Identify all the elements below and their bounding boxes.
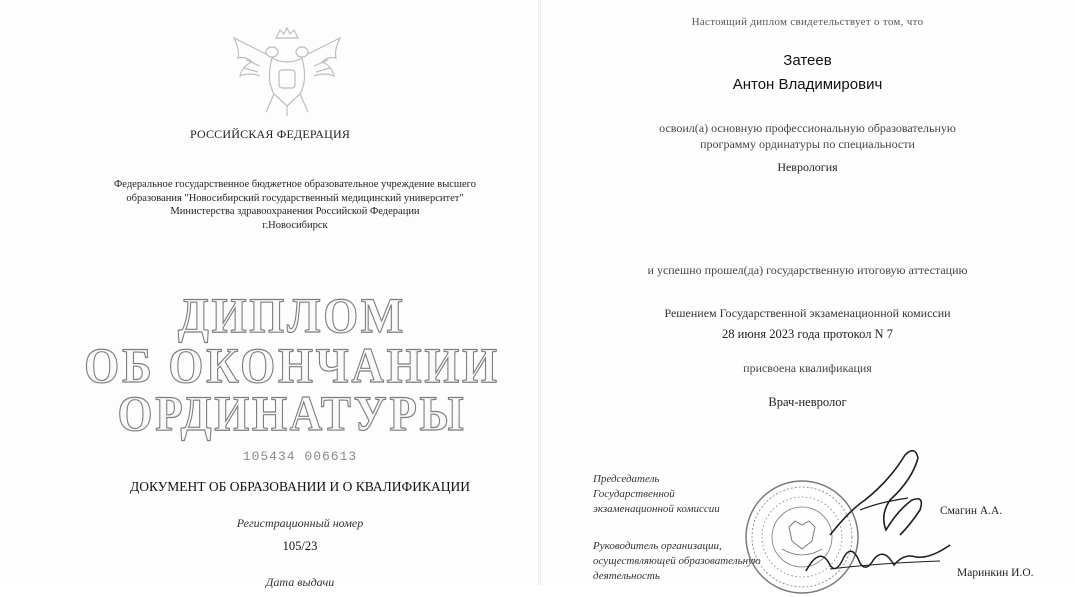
chair-title: Председатель Государственной экзаменационной комиссии: [593, 473, 720, 515]
registration-number: 105/23: [282, 539, 318, 553]
institution-line: Федеральное государственное бюджетное образовательное учреждение высшего: [114, 179, 476, 190]
head-signature-icon: [800, 535, 960, 580]
program-text-line: программу ординатуры по специальности: [700, 137, 915, 151]
head-name: Маринкин И.О.: [957, 567, 1034, 579]
institution-block: [60, 178, 530, 232]
chair-name: Смагин А.А.: [940, 505, 1003, 517]
intro-text: Настоящий диплом свидетельствует о том, что: [691, 16, 924, 28]
institution-line: образования "Новосибирский государственный медицинский университет": [126, 192, 464, 204]
double-headed-eagle-emblem-icon: [226, 20, 348, 120]
diploma-title-line: ДИПЛОМ: [177, 287, 407, 343]
serial-number: 105434 006613: [242, 449, 358, 464]
chair-signature-icon: [820, 440, 940, 550]
diploma-title-line: ОБ ОКОНЧАНИИ: [84, 337, 500, 393]
decision-date: 28 июня 2023 года протокол N 7: [722, 327, 893, 341]
certification-text: и успешно прошел(да) государственную итоговую аттестацию: [647, 263, 968, 277]
registration-label: Регистрационный номер: [236, 516, 364, 530]
diploma-title-line: ОРДИНАТУРЫ: [117, 385, 467, 441]
institution-line: Министерства здравоохранения Российской Федерации: [170, 206, 420, 217]
graduate-surname: Затеев: [783, 52, 832, 69]
document-type: ДОКУМЕНТ ОБ ОБРАЗОВАНИИ И О КВАЛИФИКАЦИИ: [130, 479, 470, 494]
graduate-given-names: Антон Владимирович: [732, 76, 883, 93]
commission-decision: Решением Государственной экзаменационной комиссии: [664, 306, 951, 320]
program-text-line: освоил(а) основную профессиональную образовательную: [659, 121, 956, 135]
specialty: Неврология: [777, 160, 838, 174]
institution-line: г.Новосибирск: [262, 219, 328, 231]
head-title: Руководитель организации, осуществляющей образовательную деятельность: [593, 540, 761, 582]
date-issue-label: Дата выдачи: [265, 575, 335, 589]
qualification-label: присвоена квалификация: [743, 361, 872, 375]
country-heading: РОССИЙСКАЯ ФЕДЕРАЦИЯ: [189, 127, 351, 141]
qualification: Врач-невролог: [768, 395, 847, 409]
